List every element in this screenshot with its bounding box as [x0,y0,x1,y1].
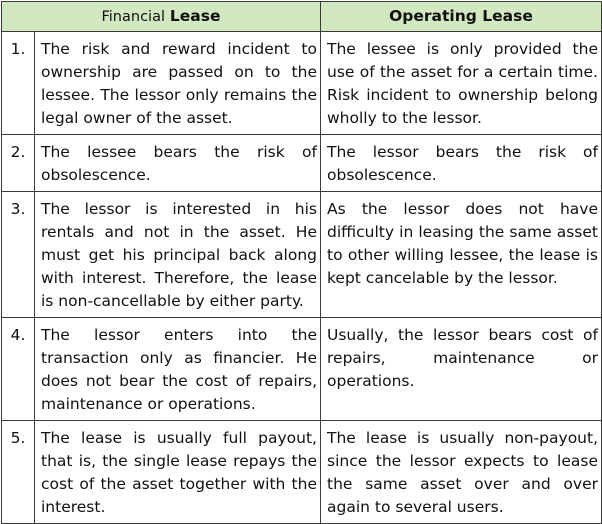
lease-comparison-table [1,1,602,524]
financial-lease-cell: The lessor enters into the transaction only as financier. He does not bear the cost of repairs, maintenance or operations. [35,318,321,421]
header-row [2,2,602,32]
table-row [2,135,602,192]
row-number: 1. [2,32,35,135]
table-row [2,32,602,135]
header-financial-lease [2,2,321,32]
header-financial-bold: Lease [169,6,221,25]
table-row [2,318,602,421]
financial-lease-cell: The lessor is interested in his rentals and not in the asset. He must get his principal back along with interest. Therefore, the lease is non-cancellable by either party. [35,192,321,318]
row-number: 5. [2,421,35,524]
operating-lease-cell: As the lessor does not have difficulty in leasing the same asset to other willing lessee, the lease is kept cancelable by the lessor. [321,192,602,318]
table-row [2,192,602,318]
operating-lease-cell: The lessor bears the risk of obsolescence. [321,135,602,192]
row-number: 3. [2,192,35,318]
header-operating-lease [321,2,602,32]
header-operating-label: Operating Lease [389,7,533,25]
operating-lease-cell: Usually, the lessor bears cost of repairs, maintenance or operations. [321,318,602,421]
operating-lease-cell: The lease is usually non-payout, since the lessor expects to lease the same asset over and over again to several users. [321,421,602,524]
table-row [2,421,602,524]
row-number: 4. [2,318,35,421]
comparison-table-wrapper [1,1,602,524]
financial-lease-cell: The lessee bears the risk of obsolescence. [35,135,321,192]
header-financial-prefix: Financial [101,8,165,25]
operating-lease-cell: The lessee is only provided the use of the asset for a certain time. Risk incident to ownership belong wholly to the lessor. [321,32,602,135]
financial-lease-cell: The risk and reward incident to ownership are passed on to the lessee. The lessor only remains the legal owner of the asset. [35,32,321,135]
row-number: 2. [2,135,35,192]
financial-lease-cell: The lease is usually full payout, that is, the single lease repays the cost of the asset together with the interest. [35,421,321,524]
